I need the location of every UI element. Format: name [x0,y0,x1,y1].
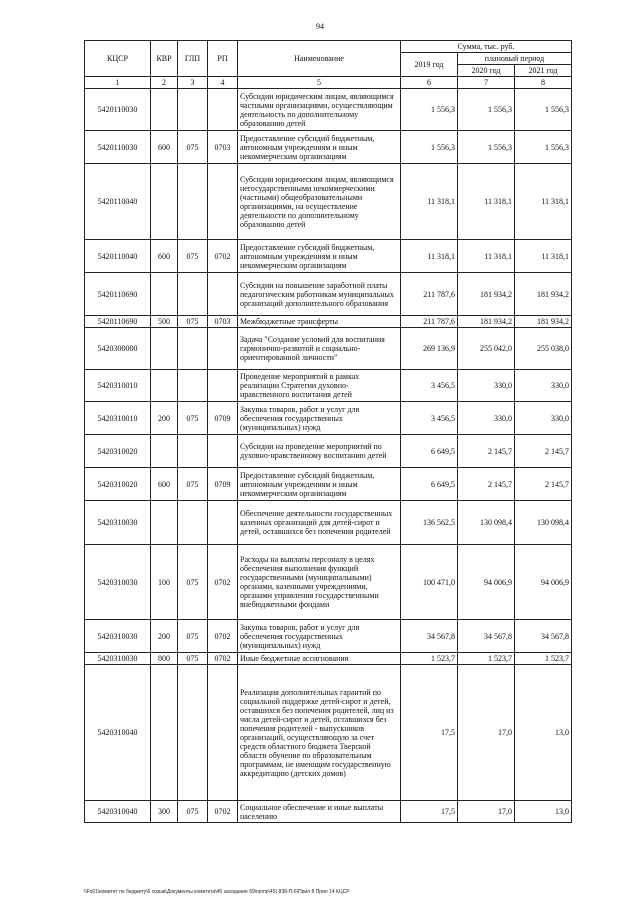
column-number: 2 [151,77,178,89]
cell-kcsr: 5420110690 [85,316,151,328]
header-name: Наименование [238,41,401,77]
cell-name: Субсидии на повышение заработной платы педагогическим работникам муниципальных организаций дополнительного образования [238,273,401,316]
column-number: 8 [515,77,572,89]
cell-amount-2019: 1 556,3 [401,131,458,164]
cell-grbs [178,665,208,801]
cell-rp [208,501,238,545]
cell-grbs [178,89,208,131]
cell-name: Предоставление субсидий бюджетным, автономным учреждениям и иным некоммерческим организациям [238,131,401,164]
table-row [85,240,572,273]
column-number: 6 [401,77,458,89]
cell-kcsr: 5420310020 [85,435,151,468]
table-body [85,89,572,823]
cell-amount-2019: 136 562,5 [401,501,458,545]
cell-amount-2021: 1 556,3 [515,89,572,131]
column-number: 1 [85,77,151,89]
cell-amount-2020: 94 006,9 [458,545,515,620]
cell-grbs: 075 [178,545,208,620]
cell-kcsr: 5420310040 [85,665,151,801]
cell-rp: 0702 [208,653,238,665]
cell-amount-2019: 11 318,1 [401,164,458,240]
cell-amount-2021: 1 523,7 [515,653,572,665]
budget-table [84,40,572,823]
cell-amount-2019: 100 471,0 [401,545,458,620]
column-number-row [85,77,572,89]
cell-kvr [151,89,178,131]
cell-amount-2019: 3 456,5 [401,402,458,435]
cell-kcsr: 5420110040 [85,240,151,273]
cell-grbs: 075 [178,468,208,501]
cell-kcsr: 5420310030 [85,545,151,620]
cell-rp: 0709 [208,468,238,501]
cell-grbs [178,328,208,370]
cell-rp: 0702 [208,801,238,823]
cell-name: Предоставление субсидий бюджетным, автономным учреждениям и иным некоммерческим организациям [238,468,401,501]
header-year-2021: 2021 год [515,65,572,77]
cell-grbs [178,435,208,468]
column-number: 3 [178,77,208,89]
cell-name: Межбюджетные трансферты [238,316,401,328]
cell-grbs: 075 [178,131,208,164]
cell-name: Субсидии на проведение мероприятий по духовно-нравственному воспитанию детей [238,435,401,468]
header-kcsr: КЦСР [85,41,151,77]
footer-file-path: \\Fs01\комитет по бюджету\6 созыв\Документы комитета\45 заседание 69\пр\пр\45) 838-П-6\Прил 8 Прил 14 КЦСР [84,889,350,895]
table-row [85,468,572,501]
cell-amount-2019: 6 649,5 [401,468,458,501]
cell-amount-2019: 17,5 [401,665,458,801]
cell-amount-2021: 11 318,1 [515,240,572,273]
cell-amount-2021: 255 038,0 [515,328,572,370]
cell-kcsr: 5420310030 [85,620,151,653]
header-sum: Сумма, тыс. руб. [401,41,572,53]
header-rp: РП [208,41,238,77]
column-number: 4 [208,77,238,89]
cell-amount-2020: 1 556,3 [458,131,515,164]
cell-grbs [178,501,208,545]
cell-amount-2019: 1 556,3 [401,89,458,131]
table-row [85,164,572,240]
cell-amount-2020: 11 318,1 [458,164,515,240]
cell-rp [208,370,238,402]
table-row [85,328,572,370]
cell-kvr: 600 [151,240,178,273]
cell-amount-2021: 181 934,2 [515,316,572,328]
cell-rp: 0702 [208,240,238,273]
cell-amount-2020: 17,0 [458,801,515,823]
cell-amount-2021: 181 934,2 [515,273,572,316]
cell-amount-2020: 181 934,2 [458,273,515,316]
cell-kvr [151,328,178,370]
cell-grbs [178,370,208,402]
table-row [85,435,572,468]
cell-amount-2020: 255 042,0 [458,328,515,370]
cell-kvr: 600 [151,131,178,164]
table-row [85,316,572,328]
table-row [85,402,572,435]
cell-rp [208,328,238,370]
cell-kvr [151,435,178,468]
cell-amount-2020: 181 934,2 [458,316,515,328]
cell-kcsr: 5420110030 [85,89,151,131]
cell-amount-2020: 2 145,7 [458,435,515,468]
cell-grbs [178,273,208,316]
table-row [85,131,572,164]
cell-kvr [151,501,178,545]
cell-rp [208,164,238,240]
cell-name: Закупка товаров, работ и услуг для обеспечения государственных (муниципальных) нужд [238,620,401,653]
cell-amount-2021: 2 145,7 [515,468,572,501]
cell-kcsr: 5420310010 [85,402,151,435]
cell-amount-2021: 1 556,3 [515,131,572,164]
cell-rp: 0702 [208,545,238,620]
cell-rp: 0703 [208,131,238,164]
cell-name: Социальное обеспечение и иные выплаты населению [238,801,401,823]
cell-kvr [151,273,178,316]
cell-amount-2021: 330,0 [515,402,572,435]
cell-rp [208,665,238,801]
cell-name: Проведение мероприятий в рамках реализации Стратегии духовно-нравственного воспитания детей [238,370,401,402]
cell-kvr: 300 [151,801,178,823]
table-row [85,620,572,653]
cell-rp: 0702 [208,620,238,653]
cell-kvr: 200 [151,402,178,435]
cell-amount-2019: 3 456,5 [401,370,458,402]
cell-amount-2020: 1 523,7 [458,653,515,665]
page-number: 94 [316,22,324,31]
cell-amount-2021: 130 098,4 [515,501,572,545]
cell-name: Иные бюджетные ассигнования [238,653,401,665]
cell-grbs: 075 [178,316,208,328]
cell-amount-2019: 211 787,6 [401,316,458,328]
cell-name: Закупка товаров, работ и услуг для обеспечения государственных (муниципальных) нужд [238,402,401,435]
cell-name: Задача "Создание условий для воспитания гармонично-развитой и социально-ориентированной личности" [238,328,401,370]
cell-grbs: 075 [178,620,208,653]
cell-kcsr: 5420300000 [85,328,151,370]
cell-name: Субсидии юридическим лицам, являющимся частными организациями, осуществляющим деятельность по дополнительному образованию детей [238,89,401,131]
table-row [85,801,572,823]
cell-kcsr: 5420310010 [85,370,151,402]
cell-rp [208,89,238,131]
cell-kvr [151,370,178,402]
cell-amount-2021: 13,0 [515,665,572,801]
cell-amount-2019: 11 318,1 [401,240,458,273]
cell-amount-2021: 2 145,7 [515,435,572,468]
cell-grbs: 075 [178,653,208,665]
cell-kcsr: 5420110040 [85,164,151,240]
cell-amount-2020: 34 567,8 [458,620,515,653]
cell-amount-2020: 330,0 [458,370,515,402]
cell-kvr: 100 [151,545,178,620]
cell-name: Субсидии юридическим лицам, являющимся негосударственными некоммерческими (частными) общеобразовательными организациями, на осуществление деятельности по дополнительному образованию детей [238,164,401,240]
cell-kcsr: 5420310040 [85,801,151,823]
cell-rp [208,273,238,316]
cell-kvr [151,164,178,240]
table-row [85,273,572,316]
table-row [85,89,572,131]
table-row [85,545,572,620]
cell-name: Реализация дополнительных гарантий по социальной поддержке детей-сирот и детей, оставшихся без попечения родителей, лиц из числа детей-сирот и детей, оставшихся без попечения родителей - выпускников организаций, осуществляющую за счет средств областного бюджета Тверской области обучение по образовательным программам, не имеющим государственную аккредитацию (детских домов) [238,665,401,801]
cell-kvr [151,665,178,801]
cell-amount-2021: 330,0 [515,370,572,402]
cell-grbs [178,164,208,240]
cell-kcsr: 5420310020 [85,468,151,501]
cell-kcsr: 5420110030 [85,131,151,164]
cell-grbs: 075 [178,402,208,435]
cell-amount-2020: 130 098,4 [458,501,515,545]
cell-amount-2021: 13,0 [515,801,572,823]
cell-kcsr: 5420310030 [85,653,151,665]
header-year-2020: 2020 год [458,65,515,77]
cell-kvr: 800 [151,653,178,665]
cell-amount-2019: 17,5 [401,801,458,823]
cell-amount-2019: 1 523,7 [401,653,458,665]
cell-amount-2019: 6 649,5 [401,435,458,468]
cell-rp: 0703 [208,316,238,328]
cell-kvr: 200 [151,620,178,653]
cell-amount-2021: 34 567,8 [515,620,572,653]
cell-amount-2020: 17,0 [458,665,515,801]
table-row [85,665,572,801]
cell-rp: 0709 [208,402,238,435]
cell-amount-2019: 269 136,9 [401,328,458,370]
cell-amount-2020: 11 318,1 [458,240,515,273]
table-row [85,653,572,665]
cell-amount-2019: 34 567,8 [401,620,458,653]
header-planned-period: плановый период [458,53,572,65]
cell-grbs: 075 [178,240,208,273]
cell-grbs: 075 [178,801,208,823]
cell-amount-2021: 11 318,1 [515,164,572,240]
table-row [85,501,572,545]
cell-name: Расходы на выплаты персоналу в целях обеспечения выполнения функций государственными (муниципальными) органами, казенными учреждениями, органами управления государственными внебюджетными фондами [238,545,401,620]
header-kvr: КВР [151,41,178,77]
cell-kcsr: 5420110690 [85,273,151,316]
cell-amount-2019: 211 787,6 [401,273,458,316]
cell-amount-2020: 1 556,3 [458,89,515,131]
header-grbs: ГЛП [178,41,208,77]
header-year-2019: 2019 год [401,53,458,77]
cell-amount-2020: 2 145,7 [458,468,515,501]
cell-rp [208,435,238,468]
cell-kcsr: 5420310030 [85,501,151,545]
column-number: 5 [238,77,401,89]
cell-amount-2021: 94 006,9 [515,545,572,620]
cell-name: Предоставление субсидий бюджетным, автономным учреждениям и иным некоммерческим организациям [238,240,401,273]
cell-name: Обеспечение деятельности государственных казенных организаций для детей-сирот и детей, оставшихся без попечения родителей [238,501,401,545]
column-number: 7 [458,77,515,89]
table-row [85,370,572,402]
cell-kvr: 500 [151,316,178,328]
cell-kvr: 600 [151,468,178,501]
cell-amount-2020: 330,0 [458,402,515,435]
